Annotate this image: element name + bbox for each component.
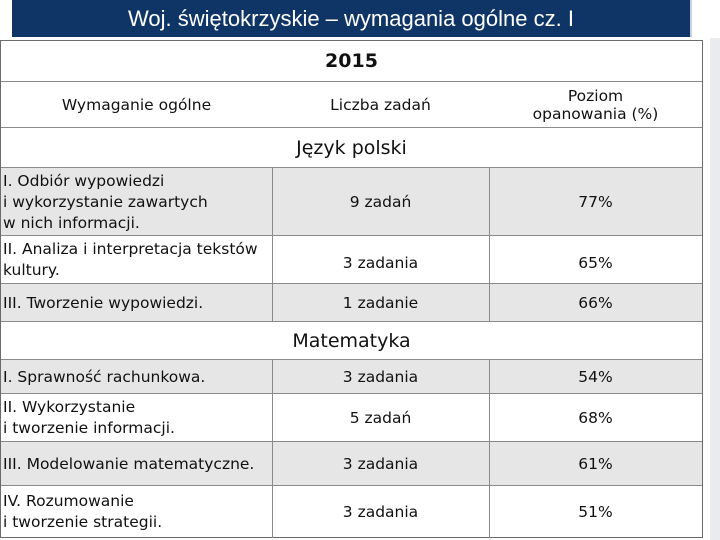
mastery-level-cell: 77% (578, 193, 613, 211)
requirement-cell: I. Odbiór wypowiedzi i wykorzystanie zawartych w nich informacji. (3, 171, 208, 232)
task-count-cell: 5 zadań (349, 409, 412, 427)
year-row (1, 41, 702, 81)
task-count-cell: 3 zadania (342, 455, 419, 473)
task-count-cell: 3 zadania (342, 254, 419, 272)
table-row (1, 167, 702, 236)
mastery-level-cell: 51% (578, 503, 613, 521)
section-row-math (1, 321, 702, 360)
task-count-cell: 3 zadania (342, 368, 419, 386)
header-requirement: Wymaganie ogólne (61, 95, 212, 114)
requirement-cell: III. Modelowanie matematyczne. (3, 454, 255, 473)
mastery-level-cell: 61% (578, 455, 613, 473)
table-row (1, 441, 702, 486)
task-count-cell: 1 zadanie (342, 294, 419, 312)
requirement-cell: II. Wykorzystanie i tworzenie informacji. (3, 398, 175, 437)
table-row (1, 485, 702, 538)
section-title: Język polski (296, 137, 407, 159)
requirement-cell: III. Tworzenie wypowiedzi. (3, 293, 204, 312)
section-title: Matematyka (292, 330, 411, 352)
requirement-cell: IV. Rozumowanie i tworzenie strategii. (3, 492, 163, 531)
table-row (1, 359, 702, 394)
mastery-level-cell: 68% (578, 409, 613, 427)
header-row (1, 81, 702, 128)
mastery-level-cell: 66% (578, 294, 613, 312)
task-count-cell: 9 zadań (349, 193, 412, 211)
mastery-level-cell: 54% (578, 368, 613, 386)
requirements-table (0, 40, 703, 538)
task-count-cell: 3 zadania (342, 503, 419, 521)
section-row-polish (1, 127, 702, 168)
year-label: 2015 (325, 50, 378, 72)
slide-edge (710, 38, 720, 540)
requirement-cell: II. Analiza i interpretacja tekstów kultury. (3, 240, 258, 279)
table-row (1, 235, 702, 284)
requirement-cell: I. Sprawność rachunkowa. (3, 367, 206, 386)
mastery-level-cell: 65% (578, 254, 613, 272)
slide-title: Woj. świętokrzyskie – wymagania ogólne cz. I (12, 0, 690, 37)
table-row (1, 283, 702, 322)
header-task-count: Liczba zadań (330, 96, 431, 114)
table-row (1, 393, 702, 442)
header-mastery-level: Poziom opanowania (%) (532, 87, 659, 123)
